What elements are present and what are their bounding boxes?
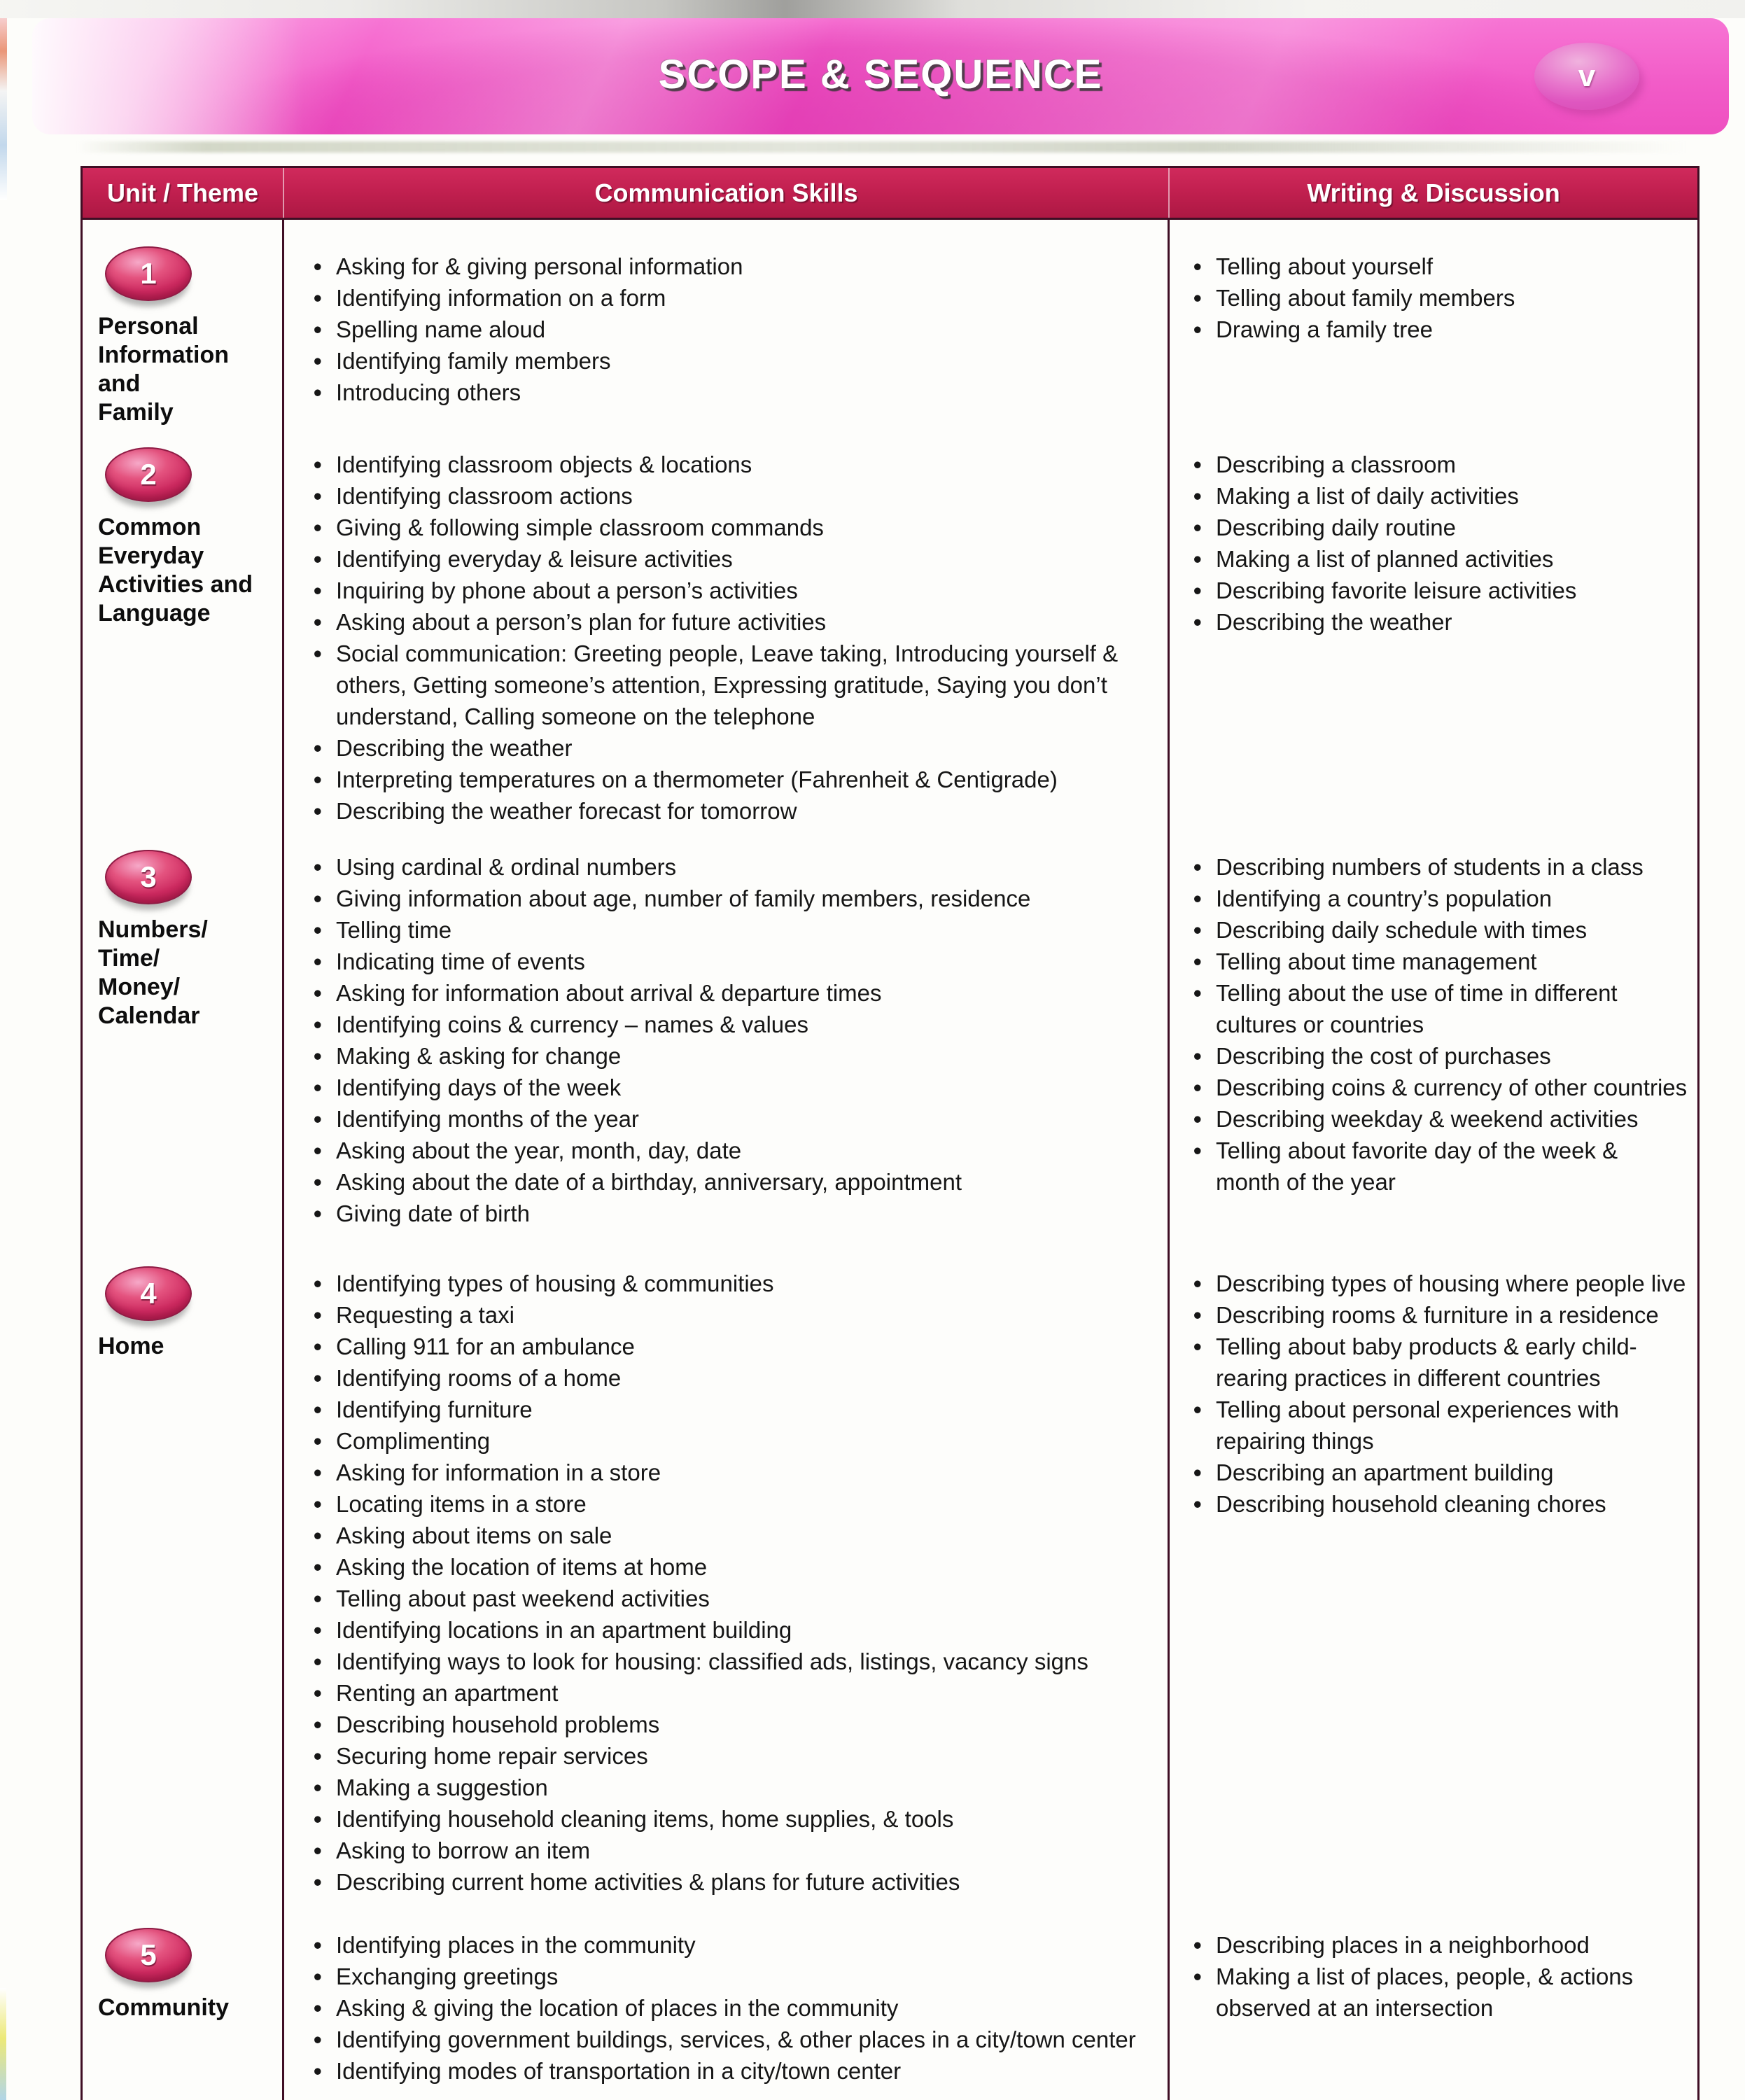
communication-skills-cell bbox=[284, 1914, 1170, 2100]
unit-number: 4 bbox=[140, 1277, 157, 1310]
skill-item: • Making & asking for change bbox=[311, 1040, 1155, 1072]
unit-number-badge bbox=[105, 1928, 192, 1982]
skill-item: • Identifying locations in an apartment building bbox=[311, 1614, 1155, 1646]
header-communication-skills: Communication Skills bbox=[284, 168, 1170, 218]
unit-theme-line: Community bbox=[98, 1994, 229, 2021]
skill-item: • Asking the location of items at home bbox=[311, 1551, 1155, 1583]
unit-row bbox=[83, 433, 1697, 836]
writing-item: • Describing types of housing where people live bbox=[1191, 1268, 1688, 1299]
unit-theme-title bbox=[98, 312, 276, 427]
skill-item: • Making a suggestion bbox=[311, 1772, 1155, 1803]
unit-number-badge bbox=[105, 850, 192, 904]
unit-theme-line: Money/ bbox=[98, 974, 181, 1000]
unit-theme-cell bbox=[83, 1914, 284, 2100]
unit-theme-title bbox=[98, 1332, 276, 1361]
skill-item: • Using cardinal & ordinal numbers bbox=[311, 851, 1155, 883]
unit-row bbox=[83, 220, 1697, 433]
unit-theme-cell bbox=[83, 836, 284, 1252]
writing-item: • Making a list of daily activities bbox=[1191, 480, 1688, 512]
writing-item: • Telling about the use of time in different cultures or countries bbox=[1191, 977, 1688, 1040]
writing-item: • Telling about favorite day of the week & month of the year bbox=[1191, 1135, 1688, 1198]
scan-smudge-band bbox=[77, 141, 1687, 153]
skill-item: • Asking for information in a store bbox=[311, 1457, 1155, 1488]
scan-edge-left bbox=[0, 18, 7, 200]
skill-item: • Spelling name aloud bbox=[311, 314, 1155, 345]
title-banner bbox=[32, 18, 1729, 134]
skill-item: • Giving & following simple classroom commands bbox=[311, 512, 1155, 543]
unit-theme-line: Personal bbox=[98, 313, 199, 340]
unit-theme-line: Common bbox=[98, 514, 202, 540]
writing-item: • Describing a classroom bbox=[1191, 449, 1688, 480]
skill-item: • Asking & giving the location of places in the community bbox=[311, 1992, 1155, 2024]
skill-item: • Identifying family members bbox=[311, 345, 1155, 377]
skill-item: • Calling 911 for an ambulance bbox=[311, 1331, 1155, 1362]
page-number: v bbox=[1578, 59, 1596, 93]
skill-item: • Giving information about age, number of family members, residence bbox=[311, 883, 1155, 914]
writing-item: • Describing the weather bbox=[1191, 606, 1688, 638]
skill-item: • Requesting a taxi bbox=[311, 1299, 1155, 1331]
unit-theme-line: Language bbox=[98, 600, 211, 626]
unit-number-badge bbox=[105, 1266, 192, 1321]
communication-skills-cell bbox=[284, 433, 1170, 836]
unit-number-badge bbox=[105, 246, 192, 301]
skill-item: • Complimenting bbox=[311, 1425, 1155, 1457]
writing-item: • Telling about yourself bbox=[1191, 251, 1688, 282]
skill-item: • Interpreting temperatures on a thermometer (Fahrenheit & Centigrade) bbox=[311, 764, 1155, 795]
unit-row bbox=[83, 1914, 1697, 2100]
unit-theme-cell bbox=[83, 433, 284, 836]
skill-item: • Identifying days of the week bbox=[311, 1072, 1155, 1103]
skill-item: • Exchanging greetings bbox=[311, 1961, 1155, 1992]
unit-theme-line: Family bbox=[98, 399, 174, 426]
skill-item: • Asking about the year, month, day, date bbox=[311, 1135, 1155, 1166]
skill-item: • Asking about a person’s plan for future activities bbox=[311, 606, 1155, 638]
skill-item: • Identifying places in the community bbox=[311, 1929, 1155, 1961]
skill-item: • Identifying rooms of a home bbox=[311, 1362, 1155, 1394]
skill-item: • Asking for information about arrival & departure times bbox=[311, 977, 1155, 1009]
writing-item: • Describing household cleaning chores bbox=[1191, 1488, 1688, 1520]
communication-skills-cell bbox=[284, 836, 1170, 1252]
skill-item: • Locating items in a store bbox=[311, 1488, 1155, 1520]
unit-theme-line: Numbers/ bbox=[98, 916, 208, 943]
communication-skills-cell bbox=[284, 1252, 1170, 1914]
skill-item: • Identifying types of housing & communities bbox=[311, 1268, 1155, 1299]
skill-item: • Identifying months of the year bbox=[311, 1103, 1155, 1135]
skill-item: • Asking to borrow an item bbox=[311, 1835, 1155, 1866]
writing-item: • Describing daily routine bbox=[1191, 512, 1688, 543]
scan-edge-left-bottom bbox=[0, 1988, 6, 2100]
writing-item: • Telling about personal experiences with repairing things bbox=[1191, 1394, 1688, 1457]
skill-item: • Asking about items on sale bbox=[311, 1520, 1155, 1551]
unit-theme-title bbox=[98, 916, 276, 1030]
writing-item: • Telling about time management bbox=[1191, 946, 1688, 977]
skill-item: • Asking for & giving personal information bbox=[311, 251, 1155, 282]
skill-item: • Social communication: Greeting people, Leave taking, Introducing yourself & others, Getting someone’s attention, Expressing gratitude, Saying you don’t understand, Calling someone on the telephone bbox=[311, 638, 1155, 732]
unit-number: 1 bbox=[140, 257, 157, 290]
writing-item: • Describing favorite leisure activities bbox=[1191, 575, 1688, 606]
skill-item: • Asking about the date of a birthday, anniversary, appointment bbox=[311, 1166, 1155, 1198]
skill-item: • Identifying classroom objects & locations bbox=[311, 449, 1155, 480]
unit-theme-cell bbox=[83, 220, 284, 433]
writing-discussion-cell bbox=[1170, 220, 1697, 433]
writing-item: • Telling about family members bbox=[1191, 282, 1688, 314]
skill-item: • Inquiring by phone about a person’s activities bbox=[311, 575, 1155, 606]
skill-item: • Describing current home activities & plans for future activities bbox=[311, 1866, 1155, 1898]
writing-item: • Making a list of places, people, & actions observed at an intersection bbox=[1191, 1961, 1688, 2024]
writing-discussion-cell bbox=[1170, 1914, 1697, 2100]
unit-theme-line: Time/ bbox=[98, 945, 160, 972]
skill-item: • Identifying everyday & leisure activities bbox=[311, 543, 1155, 575]
page-number-oval bbox=[1534, 43, 1639, 110]
writing-item: • Describing coins & currency of other countries bbox=[1191, 1072, 1688, 1103]
table-body bbox=[83, 220, 1697, 2100]
unit-theme-title bbox=[98, 513, 276, 628]
writing-item: • Describing an apartment building bbox=[1191, 1457, 1688, 1488]
unit-theme-line: Home bbox=[98, 1333, 164, 1359]
skill-item: • Identifying coins & currency – names & values bbox=[311, 1009, 1155, 1040]
skill-item: • Telling about past weekend activities bbox=[311, 1583, 1155, 1614]
skill-item: • Describing household problems bbox=[311, 1709, 1155, 1740]
skill-item: • Identifying household cleaning items, home supplies, & tools bbox=[311, 1803, 1155, 1835]
unit-theme-cell bbox=[83, 1252, 284, 1914]
page-title: SCOPE & SEQUENCE bbox=[658, 51, 1103, 97]
unit-theme-title bbox=[98, 1994, 276, 2022]
unit-theme-line: Calendar bbox=[98, 1002, 200, 1029]
skill-item: • Identifying modes of transportation in a city/town center bbox=[311, 2055, 1155, 2087]
skill-item: • Introducing others bbox=[311, 377, 1155, 408]
writing-item: • Describing numbers of students in a class bbox=[1191, 851, 1688, 883]
writing-item: • Making a list of planned activities bbox=[1191, 543, 1688, 575]
skill-item: • Securing home repair services bbox=[311, 1740, 1155, 1772]
writing-item: • Drawing a family tree bbox=[1191, 314, 1688, 345]
header-unit-theme: Unit / Theme bbox=[83, 168, 284, 218]
writing-item: • Identifying a country’s population bbox=[1191, 883, 1688, 914]
communication-skills-cell bbox=[284, 220, 1170, 433]
writing-item: • Describing weekday & weekend activities bbox=[1191, 1103, 1688, 1135]
writing-discussion-cell bbox=[1170, 836, 1697, 1252]
writing-discussion-cell bbox=[1170, 433, 1697, 836]
header-writing-discussion: Writing & Discussion bbox=[1307, 178, 1560, 207]
unit-theme-line: Activities and bbox=[98, 571, 253, 598]
unit-number-badge bbox=[105, 447, 192, 502]
unit-row bbox=[83, 836, 1697, 1252]
skill-item: • Identifying furniture bbox=[311, 1394, 1155, 1425]
scan-edge-top bbox=[0, 0, 1745, 18]
writing-item: • Telling about baby products & early child-rearing practices in different countries bbox=[1191, 1331, 1688, 1394]
writing-discussion-cell bbox=[1170, 1252, 1697, 1914]
skill-item: • Telling time bbox=[311, 914, 1155, 946]
unit-row bbox=[83, 1252, 1697, 1914]
skill-item: • Giving date of birth bbox=[311, 1198, 1155, 1229]
writing-item: • Describing the cost of purchases bbox=[1191, 1040, 1688, 1072]
skill-item: • Renting an apartment bbox=[311, 1677, 1155, 1709]
skill-item: • Identifying classroom actions bbox=[311, 480, 1155, 512]
unit-number: 2 bbox=[140, 458, 157, 491]
skill-item: • Identifying ways to look for housing: classified ads, listings, vacancy signs bbox=[311, 1646, 1155, 1677]
writing-item: • Describing daily schedule with times bbox=[1191, 914, 1688, 946]
writing-item: • Describing rooms & furniture in a residence bbox=[1191, 1299, 1688, 1331]
scope-sequence-table bbox=[80, 166, 1700, 2100]
skill-item: • Identifying information on a form bbox=[311, 282, 1155, 314]
skill-item: • Describing the weather forecast for tomorrow bbox=[311, 795, 1155, 827]
skill-item: • Identifying government buildings, services, & other places in a city/town center bbox=[311, 2024, 1155, 2055]
unit-number: 5 bbox=[140, 1938, 157, 1971]
unit-number: 3 bbox=[140, 860, 157, 893]
writing-item: • Describing places in a neighborhood bbox=[1191, 1929, 1688, 1961]
table-header-row bbox=[83, 168, 1697, 220]
skill-item: • Describing the weather bbox=[311, 732, 1155, 764]
unit-theme-line: Information and bbox=[98, 342, 229, 397]
unit-theme-line: Everyday bbox=[98, 542, 204, 569]
skill-item: • Indicating time of events bbox=[311, 946, 1155, 977]
